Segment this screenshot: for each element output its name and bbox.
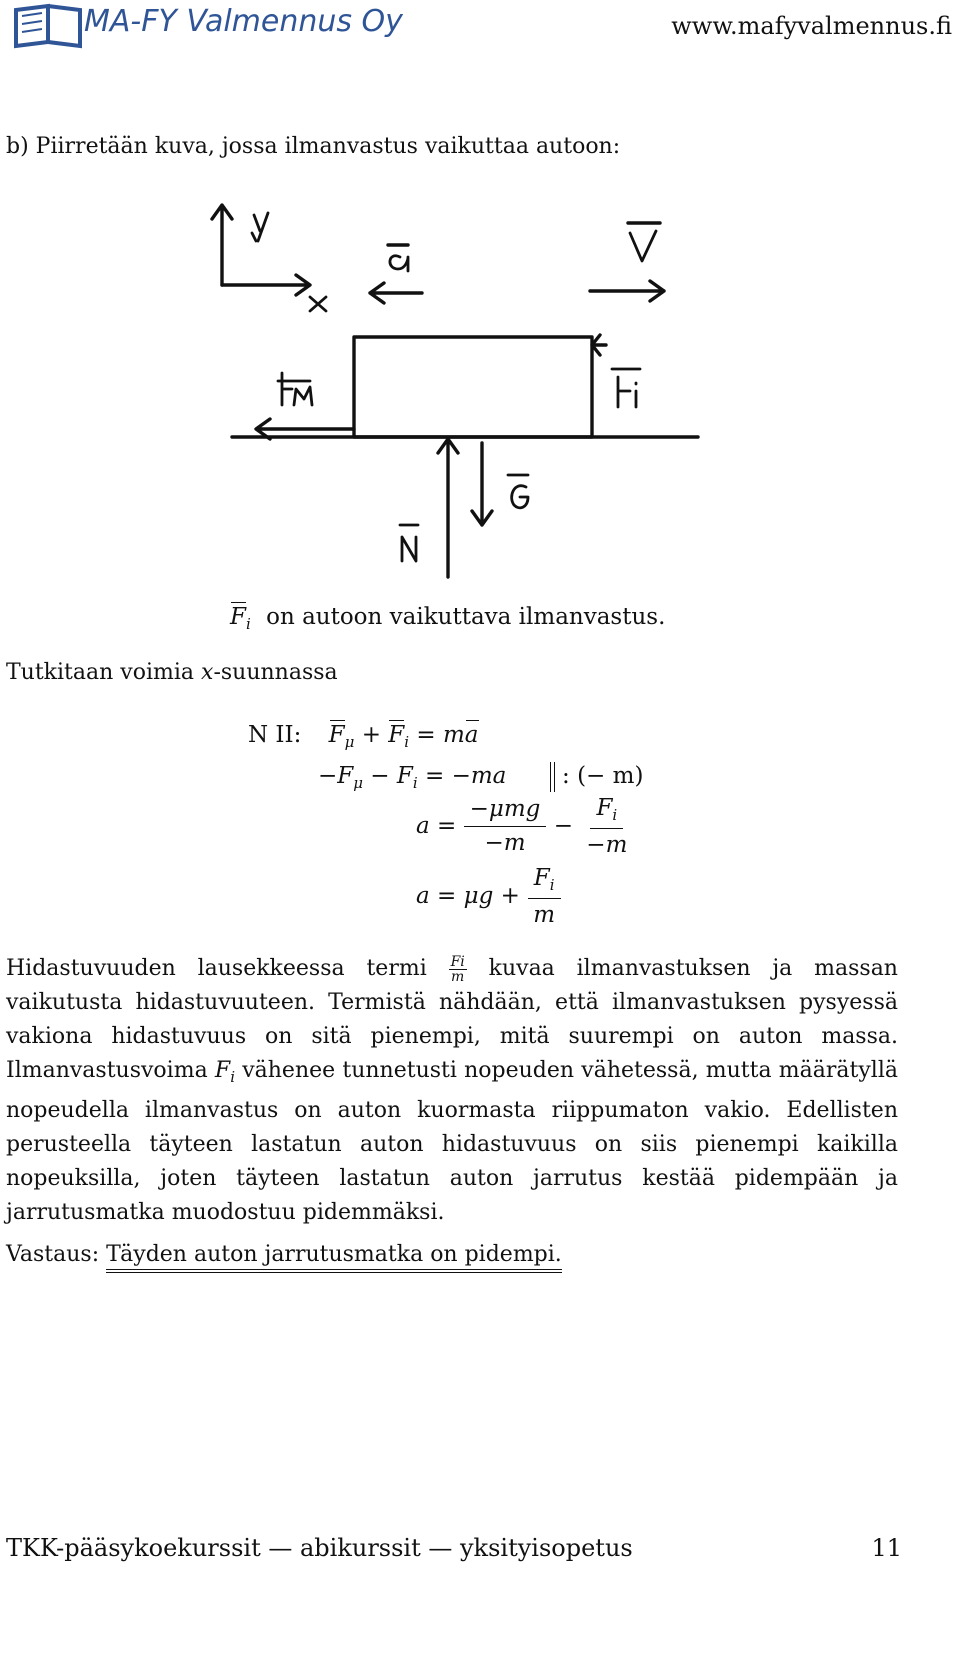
page-number: 11 xyxy=(871,1534,902,1562)
paragraph-var-F: F xyxy=(214,1058,231,1083)
logo-text: MA-FY Valmennus Oy xyxy=(84,4,403,39)
answer-label: Vastaus: xyxy=(6,1242,100,1267)
x-direction-var: x xyxy=(201,660,214,685)
book-logo-icon xyxy=(12,2,92,50)
caption-subscript: i xyxy=(245,615,251,633)
inline-frac-num: Fi xyxy=(450,953,465,970)
velocity-arrow xyxy=(590,223,664,301)
divide-operation: : (− m) xyxy=(562,763,644,789)
force-diagram xyxy=(190,185,730,595)
paragraph-line1-pre: Hidastuvuuden lausekkeessa termi xyxy=(6,956,427,981)
x-direction-line xyxy=(6,660,338,685)
acceleration-arrow xyxy=(370,245,422,303)
car-block xyxy=(354,337,592,437)
equation-scalar: $-F_\mu - F_i = -ma$ : (− m) xyxy=(318,763,644,792)
caption-symbol: F xyxy=(230,604,246,630)
paragraph-rest: vähenee tunnetusti nopeuden vähetessä, mutta määrätyllä nopeudella ilmanvastus on auton kuormasta riippumaton vakio. Edellisten perusteella täyteen lastatun auton hidastuvuus on siis pienempi kaikilla nopeuksilla, joten täyteen lastatun auton jarrutus kestää pidempään ja jarrutusmatka muodostuu pidemmäksi. xyxy=(6,1058,898,1225)
answer-text: Täyden auton jarrutusmatka on pidempi. xyxy=(106,1242,562,1273)
inline-frac-den: m xyxy=(451,968,465,985)
equation-a-fraction: a = $\frac{\text{−μmg}}{-m}$ − $\frac{F_i}{-m}$ xyxy=(416,795,628,858)
gravity-arrow xyxy=(472,443,528,525)
caption-text: on autoon vaikuttava ilmanvastus. xyxy=(266,604,666,630)
coordinate-axes xyxy=(212,205,326,311)
paragraph-var-i: i xyxy=(230,1068,235,1086)
footer-text: TKK-pääsykoekurssit — abikurssit — yksityisopetus xyxy=(6,1534,633,1562)
inline-fraction xyxy=(449,955,467,984)
air-resistance-arrow xyxy=(592,335,640,407)
equation-label: N II: xyxy=(248,722,302,748)
explanation-paragraph xyxy=(6,952,898,1230)
answer-line xyxy=(6,1242,562,1267)
equation-a-result: a = μg + $\frac{F_i}{m}$ xyxy=(416,866,561,928)
paragraph-line1-post: kuvaa ilmanvastuksen ja massan vaikutusta hidastuvuuteen. Termistä nähdään, että ilmanvastuksen pysyessä vakiona hidastuvuus on sitä pienempi, mitä suurempi on auton massa. Ilmanvastusvoima xyxy=(6,956,898,1083)
x-direction-post: -suunnassa xyxy=(213,660,338,685)
figure-caption xyxy=(230,604,665,633)
normal-force-arrow xyxy=(400,439,458,577)
x-direction-pre: Tutkitaan voimia xyxy=(6,660,202,685)
website-url: www.mafyvalmennus.fi xyxy=(671,12,952,40)
section-b-intro: b) Piirretään kuva, jossa ilmanvastus vaikuttaa autoon: xyxy=(6,134,621,159)
equation-newton-2: N II: $F_\mu + F_i$ = ma xyxy=(248,722,479,751)
friction-force-arrow xyxy=(256,373,354,439)
